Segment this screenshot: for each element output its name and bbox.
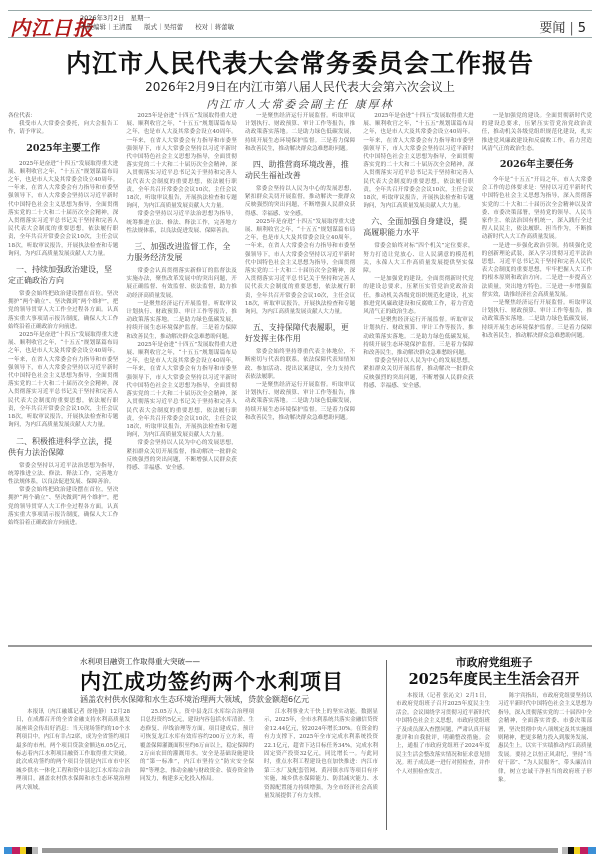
article-separator (386, 660, 387, 830)
heading-2026-tasks: 2026年主要任务 (499, 159, 574, 171)
page-section (539, 17, 586, 36)
report-byline: 内江市人大常委会副主任 康厚林 (206, 98, 394, 111)
gov-article-body (396, 692, 592, 832)
color-swatch-magenta-right (580, 847, 588, 854)
paragraph-2025: 2025年是奋进“十四五”发展取得重大进展、顺利收官之年，“十五五”规划谋篇布局之年，也是市人大及其常委会设立40周年。一年来，在省人大常委会有力指导和市委坚强领导下，市人大常委会坚持以习近平新时代中国特色社会主义思想为指导，全面贯彻落实党的二十大和二十届历次全会精神，深入贯彻落实习近平总书记关于坚持和完善人民代表大会制度的重要思想，依法履行职责，全年共召开常委会会议10次，主任会议18次，听取审议报告，开展执法检查和专题询问，为内江高质量发展贡献人大力量。 (8, 160, 119, 257)
staff-layout: 版式｜吴绍蕾 (144, 23, 184, 31)
water-article-text-3: 江水利事业大干快上的坚实动能。数据显示，2025年，全市水利系统共落实金融信贷资金12.44亿元，较2024年增长30%。在资金的有力支撑下，2025年全市完成水利系统投资22.1亿元，超省下达目标任务34%，完成水利固定资产投资32亿元，同比增长一。与此同时，重点水利工程建设也在加快推进：内江市第三水厂及配套管网、黄河镇水库等项目有序实施，城乡供水保障能力、防洪减灾能力、水资源配置能力持续增强，为全市经济社会高质量发展提供了有力支撑。 (264, 709, 378, 800)
report-column-5 (482, 112, 592, 640)
paragraph-three: 常委会认真贯彻落实新修订的监督法及实施办法，聚焦改革发展中的突出问题，开展正确监督、有效监督、依法监督，助力推动经济高质量发展。 (126, 268, 237, 299)
heading-section-four: 四、助推营商环境改善，推动民生福祉改善 (244, 160, 349, 181)
paragraph-six-d: 常委会坚持以人民为中心的发展思想，紧扣群众关切开展监督，推动解决一批群众反映强烈的突出问题，不断增强人民群众获得感、幸福感、安全感。 (363, 358, 474, 389)
report-title: 内江市人民代表大会常务委员会工作报告 (65, 49, 534, 78)
color-swatch-magenta-left (12, 847, 20, 854)
paragraph-four: 常委会坚持以人民为中心的发展思想，紧扣群众关切开展监督，推动解决一批群众反映强烈的突出问题，不断增强人民群众获得感、幸福感、安全感。 (244, 186, 356, 217)
paragraph-five-c: 2025年是奋进“十四五”发展取得重大进展、顺利收官之年，“十五五”规划谋篇布局之年，也是市人大及其常委会设立40周年。一年来，在省人大常委会有力指导和市委坚强领导下，市人大常委会坚持以习近平新时代中国特色社会主义思想为指导，全面贯彻落实党的二十大和二十届历次全会精神，深入贯彻落实习近平总书记关于坚持和完善人民代表大会制度的重要思想，依法履行职责，全年共召开常委会会议10次，主任会议18次，听取审议报告，开展执法检查和专题询问，为内江高质量发展贡献人大力量。 (363, 113, 474, 210)
paragraph-six-e: 一是加强党的建设。全面贯彻新时代党的建设总要求，压紧压实管党治党政治责任，推动机关各级党组织规范化建设，扎实推进党风廉政建设和反腐败工作，着力营造风清气正的政治生态。 (481, 113, 593, 152)
paragraph-four-b: 2025年是奋进“十四五”发展取得重大进展、顺利收官之年，“十五五”规划谋篇布局之年，也是市人大及其常委会设立40周年。一年来，在省人大常委会有力指导和市委坚强领导下，市人大常委会坚持以习近平新时代中国特色社会主义思想为指导，全面贯彻落实党的二十大和二十届历次全会精神，深入贯彻落实习近平总书记关于坚持和完善人民代表大会制度的重要思想，依法履行职责，全年共召开常委会会议10次，主任会议18次，听取审议报告，开展执法检查和专题询问，为内江高质量发展贡献人大力量。 (244, 218, 356, 316)
paragraph-three-d: 常委会坚持以人民为中心的发展思想，紧扣群众关切开展监督，推动解决一批群众反映强烈的突出问题，不断增强人民群众获得感、幸福感、安全感。 (126, 440, 237, 471)
water-article-text-2: 25.05万人。资中县龙江水库综合治理项目总投资约5亿元，建设内容包括水库清淤、生态修复、岸线治理等方面。项目建成后，预计可恢复龙江水库有效库容约200万立方米，将覆盖保障灌溉面积至约6万亩以上，稳定保障约2万亩农田的灌溉用水。安全是基础设施建设的“第一标准”，内江市坚持立“防灾安全保障”等理念，推动金融与财政资金、债券资金协同发力，构建多元化投入格局。 (140, 709, 254, 783)
report-subtitle: 2026年2月9日在内江市第八届人民代表大会第六次会议上 (145, 80, 455, 94)
report-body (8, 112, 592, 640)
paragraph-two-c: 2025年是奋进“十四五”发展取得重大进展、顺利收官之年，“十五五”规划谋篇布局之年，也是市人大及其常委会设立40周年。一年来，在省人大常委会有力指导和市委坚强领导下，市人大常委会坚持以习近平新时代中国特色社会主义思想为指导，全面贯彻落实党的二十大和二十届历次全会精神，深入贯彻落实习近平总书记关于坚持和完善人民代表大会制度的重要思想，依法履行职责，全年共召开常委会会议10次，主任会议18次，听取审议报告，开展执法检查和专题询问，为内江高质量发展贡献人大力量。 (126, 113, 237, 210)
masthead (8, 10, 592, 38)
gov-article-kicker: 市政府党组班子 (455, 656, 533, 669)
page-number: 5 (577, 21, 586, 36)
paragraph-two-d: 常委会坚持以习近平法治思想为指导，统筹推进立法、修法、释法工作，完善地方性法规体系，以良法促进发展、保障善治。 (126, 211, 237, 234)
issue-date: 2026年3月2日 (80, 14, 125, 22)
newspaper-logo: 内江日报 (10, 16, 94, 40)
paragraph-three-b: 一是聚焦经济运行开展监督。听取审议计划执行、财政预算、审计工作等报告，推动政策落实落地。二是助力绿色低碳发展，持续开展生态环境保护监督。三是着力保障和改善民生，推动解决群众急难愁盼问题。 (126, 300, 237, 340)
water-article-column-2 (140, 708, 254, 832)
paragraph-two-b: 常委会始终把政治建设摆在首位，坚决拥护“两个确立”、坚决做到“两个维护”，把党的领导贯穿人大工作全过程各方面。认真落实重大事项请示报告制度，确保人大工作始终沿着正确政治方向前进。 (8, 487, 119, 526)
water-article-kicker: 水利项目融资工作取得重大突破—— (80, 657, 200, 666)
report-column-2 (126, 112, 236, 640)
heading-section-two: 二、积极推进科学立法，提供有力法治保障 (8, 436, 112, 457)
gov-article-text-1: 本报讯（记者 张沁文）2月1日，市政府党组班子召开2025年度民主生活会。会议围绕学习贯彻习近平新时代中国特色社会主义思想，市政府党组班子及成员深入查摆问题，严肃认真开展批评和自我批评，明确整改措施。会上，通报了市政府党组班子2024年度民主生活会整改落实情况和征求意见情况。班子成员逐一进行对照检查，并作个人对照检查发言。 (396, 693, 490, 775)
paragraph-2026-c: 一是聚焦经济运行开展监督。听取审议计划执行、财政预算、审计工作等报告，推动政策落实落地。二是助力绿色低碳发展，持续开展生态环境保护监督。三是着力保障和改善民生，推动解决群众急难愁盼问题。 (481, 300, 593, 339)
issue-weekday: 星期一 (130, 14, 151, 22)
issue-meta (80, 14, 244, 32)
heading-section-six: 六、全面加强自身建设，提高履职能力水平 (363, 217, 468, 238)
gray-bar (42, 848, 558, 853)
water-article-text-1: 本报讯（内江融媒记者 徐艳静）12月28日，在成都召开的全省金融支持水利高质量发展座谈会传出好消息：当天现场签约的10个水利项目中，内江有幸占2席，成为全省签约项目最多的市州。两个项目贷款金额达6.05亿元，标志着内江水利项目融资工作取得重大突破。此次成功签约的两个项目分别是内江市市中区城乡供水一体化工程和资中县沱江水库综合治理项目，涵盖农村供水保障和水生态环境治理两大领域。 (16, 709, 130, 791)
heading-section-one: 一、持续加强政治建设，坚定正确政治方向 (8, 265, 112, 286)
gov-article-text-2: 陈宇宾指出，市政府党组要坚持以习近平新时代中国特色社会主义思想为指导，深入贯彻落实党的二十届四中全会精神，全面落实省委、市委决策部署，坚决贯彻中央八项规定及其实施细则精神，把更多精力投入到服务发展、惠民生上，以实干实绩推动内江高质量发展。要持之以恒正风肃纪，坚持“当好干部”、“为人民服务”，带头廉洁自律，树立忠诚干净担当的政府班子形象。 (498, 693, 592, 784)
water-article-subheadline: 涵盖农村供水保障和水生态环境治理两大领域，贷款金额超6亿元 (80, 695, 310, 704)
section-divider: | (569, 21, 574, 36)
paragraph-six: 常委会始终对标“四个机关”定位要求，努力打造让党放心、让人民满意的模范机关，永葆人大工作高质量发展提供坚实保障。 (363, 243, 474, 275)
water-article-column-3 (264, 708, 378, 832)
paragraph-one: 常委会始终把政治建设摆在首位，坚决拥护“两个确立”、坚决做到“两个维护”，把党的领导贯穿人大工作全过程各方面。认真落实重大事项请示报告制度，确保人大工作始终沿着正确政治方向前进。 (8, 291, 119, 330)
staff-editor: 本版编辑｜王清霞 (80, 23, 132, 31)
heading-2025-work: 2025年主要工作 (26, 142, 101, 154)
paragraph-five-b: 一是聚焦经济运行开展监督。听取审议计划执行、财政预算、审计工作等报告，推动政策落实落地。二是助力绿色低碳发展，持续开展生态环境保护监督。三是着力保障和改善民生，推动解决群众急难愁盼问题。 (244, 382, 356, 421)
paragraph-three-c: 2025年是奋进“十四五”发展取得重大进展、顺利收官之年，“十五五”规划谋篇布局之年，也是市人大及其常委会设立40周年。一年来，在省人大常委会有力指导和市委坚强领导下，市人大常委会坚持以习近平新时代中国特色社会主义思想为指导，全面贯彻落实党的二十大和二十届历次全会精神，深入贯彻落实习近平总书记关于坚持和完善人民代表大会制度的重要思想，依法履行职责，全年共召开常委会会议10次，主任会议18次，听取审议报告，开展执法检查和专题询问，为内江高质量发展贡献人大力量。 (126, 341, 237, 439)
opening-paragraph: 我受市人大常委会委托，向大会报告工作，请予审议。 (8, 121, 119, 136)
section-name: 要闻 (539, 21, 566, 36)
report-column-1 (8, 112, 118, 640)
paragraph-six-b: 一是加强党的建设。全面贯彻新时代党的建设总要求，压紧压实管党治党政治责任，推动机关各级党组织规范化建设，扎实推进党风廉政建设和反腐败工作，着力营造风清气正的政治生态。 (363, 276, 474, 316)
salutation: 各位代表： (8, 113, 36, 119)
color-swatch-gray-left (32, 847, 38, 854)
gov-article-headline: 2025年度民主生活会召开 (408, 671, 580, 688)
paragraph-one-b: 2025年是奋进“十四五”发展取得重大进展、顺利收官之年，“十五五”规划谋篇布局之年，也是市人大及其常委会设立40周年。一年来，在省人大常委会有力指导和市委坚强领导下，市人大常委会坚持以习近平新时代中国特色社会主义思想为指导，全面贯彻落实党的二十大和二十届历次全会精神，深入贯彻落实习近平总书记关于坚持和完善人民代表大会制度的重要思想，依法履行职责，全年共召开常委会会议10次，主任会议18次，听取审议报告，开展执法检查和专题询问，为内江高质量发展贡献人大力量。 (8, 332, 119, 429)
color-swatch-cyan-right (588, 847, 596, 854)
government-meeting-article (396, 652, 592, 832)
water-article-body (16, 708, 378, 832)
water-project-article (8, 652, 378, 832)
print-color-bar (0, 847, 600, 855)
report-column-3 (245, 112, 355, 640)
water-article-column-1 (16, 708, 130, 832)
water-article-headline: 内江成功签约两个水利项目 (80, 669, 344, 694)
paragraph-2026-b: 一是进一步强化政治引领。持续强化党的创新理论武装，深入学习贯彻习近平法治思想、习近平总书记关于坚持和完善人民代表大会制度的重要思想，牢牢把握人大工作的根本原则和政治方向。二是进一步提高立法质量，突出地方特色。三是进一步增强监督实效，助推经济社会高质量发展。 (481, 242, 593, 298)
color-swatch-cyan-left (4, 847, 12, 854)
paragraph-five: 常委会始终坚持尊重代表主体地位，不断密切与代表的联系，依法保障代表知情知政、参加活动、提出议案建议，全力支持代表依法履职。 (244, 349, 356, 380)
paragraph-three-e: 一是聚焦经济运行开展监督。听取审议计划执行、财政预算、审计工作等报告，推动政策落实落地。二是助力绿色低碳发展，持续开展生态环境保护监督。三是着力保障和改善民生，推动解决群众急难愁盼问题。 (244, 113, 356, 152)
heading-section-five: 五、支持保障代表履职，更好发挥主体作用 (244, 323, 349, 344)
paragraph-six-c: 一是聚焦经济运行开展监督。听取审议计划执行、财政预算、审计工作等报告，推动政策落实落地。二是助力绿色低碳发展，持续开展生态环境保护监督。三是着力保障和改善民生，推动解决群众急难愁盼问题。 (363, 317, 474, 357)
paragraph-two: 常委会坚持以习近平法治思想为指导，统筹推进立法、修法、释法工作，完善地方性法规体系，以良法促进发展、保障善治。 (8, 462, 119, 485)
report-column-4 (363, 112, 473, 640)
gov-article-column-2 (498, 692, 592, 832)
staff-proofreader: 校对｜蒋蕾敏 (195, 23, 235, 31)
heading-section-three: 三、加强改进监督工作，全力服务经济发展 (126, 242, 231, 263)
gov-article-column-1 (396, 692, 490, 832)
section-divider-line (8, 645, 592, 647)
paragraph-2026: 今年是“十五五”开局之年。市人大常委会工作的总体要求是：坚持以习近平新时代中国特色社会主义思想为指导，深入贯彻落实党的二十大和二十届历次全会精神以及省委、市委决策部署，坚持党的领导、人民当家作主、依法治国有机统一，深入践行全过程人民民主，依法履职、担当作为，不断推动新时代人大工作高质量发展。 (481, 177, 593, 241)
